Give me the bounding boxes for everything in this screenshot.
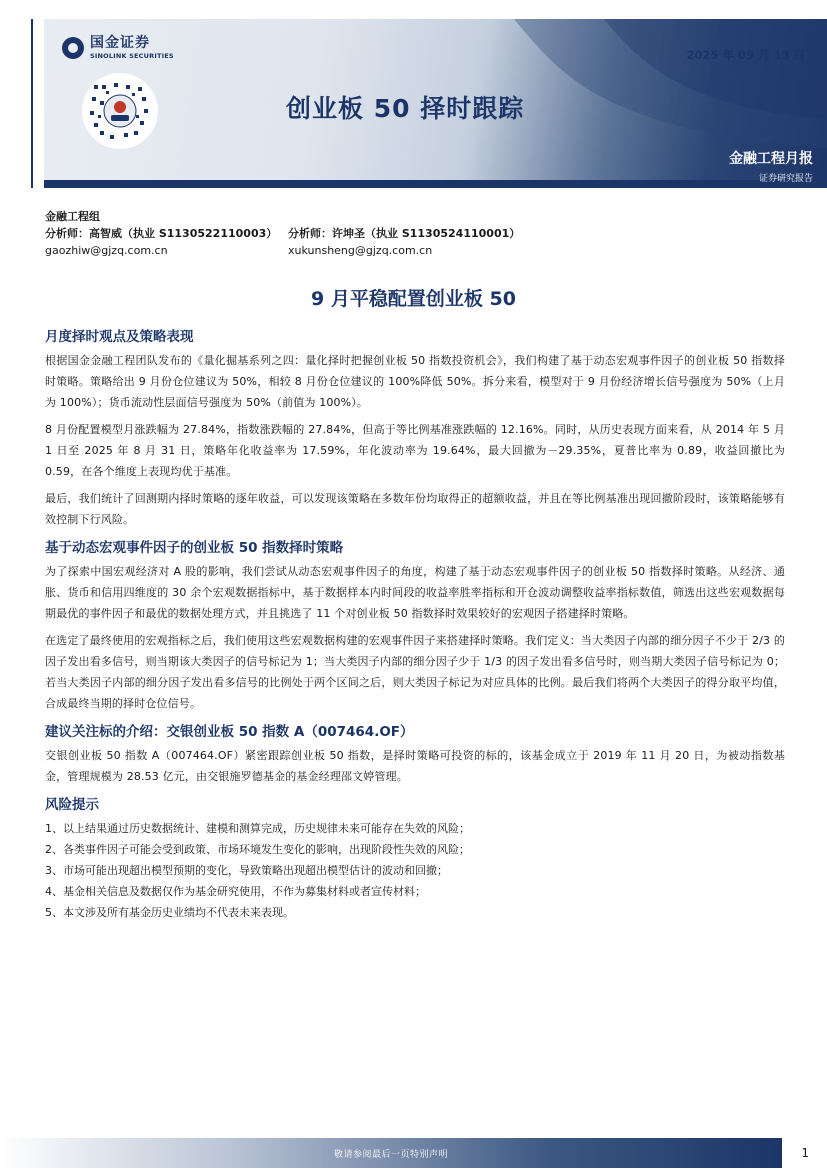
report-date: 2025 年 09 月 13 日: [686, 48, 805, 62]
left-accent-rule: [31, 19, 33, 188]
main-headline: 9 月平稳配置创业板 50: [311, 288, 516, 310]
report-type: 金融工程月报: [729, 151, 813, 167]
footer-disclaimer: 敬请参阅最后一页特别声明: [333, 1150, 448, 1160]
section-heading-monthly-view: 月度择时观点及策略表现: [45, 329, 194, 345]
analyst-2: 分析师：许坤圣（执业 S1130524110001）: [288, 227, 521, 240]
logo-mark-icon: [62, 37, 84, 59]
paragraph: 交银创业板 50 指数 A（007464.OF）紧密跟踪创业板 50 指数，是择时策略可投资的标的，该基金成立于 2019 年 11 月 20 日，为被动指数基金，管理规模为 28.53 亿元，由交银施罗德基金的基金经理邵文婷管理。: [45, 749, 785, 783]
page-footer: [0, 1138, 827, 1169]
paragraph: 在选定了最终使用的宏观指标之后，我们使用这些宏观数据构建的宏观事件因子来搭建择时策略。我们定义：当大类因子内部的细分因子不少于 2/3 的因子发出看多信号，则当期该大类因子的信号标记为 1；当大类因子内部的细分因子少于 1/3 的因子发出看多信号时，则当期大类因子信号标记为 0；若当大类因子内部的细分因子发出看多信号的比例处于两个区间之后，则大类因子标记为对应具体的比例。最后我们将两个大类因子的得分取平均值，合成最终当期的择时仓位信号。: [45, 634, 785, 710]
risk-item: 3、市场可能出现超出模型预期的变化，导致策略出现超出模型估计的波动和回撤；: [45, 864, 448, 877]
team-name: 金融工程组: [45, 210, 100, 223]
risk-item: 5、本文涉及所有基金历史业绩均不代表未来表现。: [45, 906, 294, 919]
analyst-block: [45, 208, 520, 259]
analyst-1: 分析师：高智威（执业 S1130522110003）: [45, 227, 278, 240]
qr-code-icon: [80, 71, 160, 151]
paragraph: 为了探索中国宏观经济对 A 股的影响，我们尝试从动态宏观事件因子的角度，构建了基于动态宏观事件因子的创业板 50 指数择时策略。从经济、通胀、货币和信用四维度的 30 余个宏观数据指标中，基于数据样本内时间段的收益率胜率指标和开仓波动调整收益率指标数值，筛选出这些宏观数据每期最优的事件因子和最优的数据处理方式，并且挑选了 11 个对创业板 50 指数择时效果较好的宏观因子搭建择时策略。: [45, 565, 785, 620]
logo-name-en: SINOLINK SECURITIES: [90, 52, 174, 60]
section-heading-risk: 风险提示: [45, 797, 99, 813]
report-banner: [44, 19, 827, 188]
page-number: 1: [801, 1146, 809, 1160]
section-heading-fund: 建议关注标的介绍：交银创业板 50 指数 A（007464.OF）: [45, 724, 414, 740]
risk-item: 2、各类事件因子可能会受到政策、市场环境发生变化的影响，出现阶段性失效的风险；: [45, 843, 470, 856]
section-heading-strategy: 基于动态宏观事件因子的创业板 50 指数择时策略: [45, 540, 344, 556]
report-body: [45, 325, 785, 923]
paragraph: 最后，我们统计了回测期内择时策略的逐年收益，可以发现该策略在多数年份均取得正的超额收益，并且在等比例基准出现回撤阶段时，该策略能够有效控制下行风险。: [45, 492, 785, 526]
risk-item: 4、基金相关信息及数据仅作为基金研究使用，不作为募集材料或者宣传材料；: [45, 885, 426, 898]
risk-item: 1、以上结果通过历史数据统计、建模和测算完成，历史规律未来可能存在失效的风险；: [45, 822, 470, 835]
company-logo: [62, 36, 174, 60]
logo-name-cn: 国金证券: [90, 35, 150, 51]
analyst-2-email[interactable]: xukunsheng@gjzq.com.cn: [288, 244, 433, 257]
report-subtype: 证券研究报告: [758, 174, 813, 184]
paragraph: 8 月份配置模型月涨跌幅为 27.84%，指数涨跌幅的 27.84%，但高于等比例基准涨跌幅的 12.16%。同时，从历史表现方面来看，从 2014 年 5 月 1 日至 2025 年 8 月 31 日，策略年化收益率为 17.59%，年化波动率为 19.64%，最大回撤为－29.35%，夏普比率为 0.89，收益回撤比为 0.59，在各个维度上表现均优于基准。: [45, 423, 785, 478]
report-title: 创业板 50 择时跟踪: [286, 94, 525, 123]
analyst-1-email[interactable]: gaozhiw@gjzq.com.cn: [45, 244, 168, 257]
paragraph: 根据国金金融工程团队发布的《量化掘基系列之四：量化择时把握创业板 50 指数投资机会》，我们构建了基于动态宏观事件因子的创业板 50 指数择时策略。策略给出 9 月份仓位建议为 50%，相较 8 月份仓位建议的 100%降低 50%。拆分来看，模型对于 9 月份经济增长信号强度为 50%（上月为 100%）；货币流动性层面信号强度为 50%（前值为 100%）。: [45, 354, 785, 409]
